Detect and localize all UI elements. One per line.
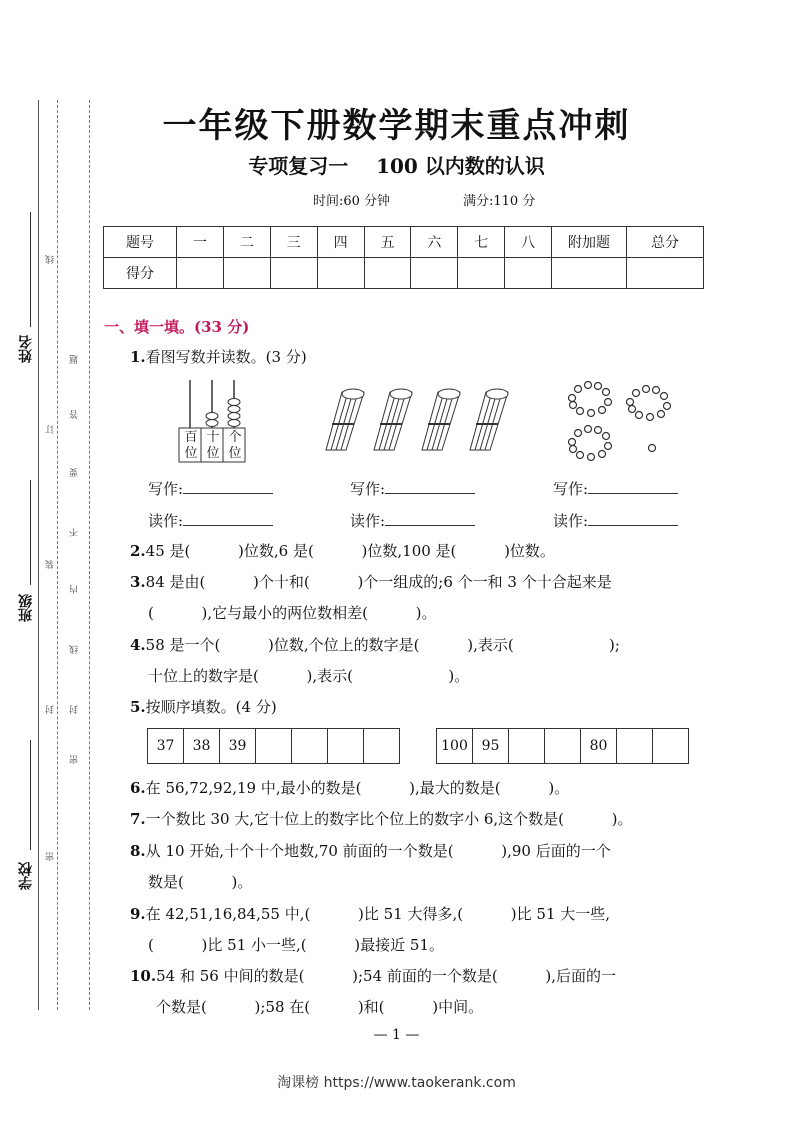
- sequence-box: 100: [437, 729, 473, 763]
- read-label: 读作:: [553, 512, 589, 530]
- question-number: 7.: [130, 810, 146, 828]
- sidebar-word: 答: [70, 410, 80, 419]
- score-input-cell[interactable]: [505, 258, 552, 289]
- sequence-box: 95: [473, 729, 509, 763]
- score-input-cell[interactable]: [627, 258, 704, 289]
- question-8-line-2: 数是( )。: [148, 873, 253, 891]
- question-text: 一个数比 30 大,它十位上的数字比个位上的数字小 6,这个数是( )。: [145, 810, 633, 828]
- score-input-cell[interactable]: [317, 258, 364, 289]
- abacus-label-hundreds: 百位: [184, 430, 198, 461]
- question-text: 在 42,51,16,84,55 中,( )比 51 大得多,( )比 51 大一些,: [145, 905, 611, 923]
- sidebar-word: 封: [70, 705, 80, 714]
- score-cell: 题号: [104, 227, 177, 258]
- bead-rings-illustration: [564, 380, 684, 472]
- abacus-label-ones: 个位: [228, 430, 242, 461]
- sequence-blank[interactable]: [364, 729, 399, 763]
- sidebar-word: 要: [70, 468, 80, 477]
- question-4: [130, 634, 620, 655]
- question-number: 9.: [130, 905, 146, 923]
- score-row-label: 得分: [104, 258, 177, 289]
- footer-watermark: 淘课榜 https://www.taokerank.com: [277, 1075, 516, 1091]
- question-text: 54 和 56 中间的数是( );54 前面的一个数是( ),后面的一: [156, 967, 617, 985]
- score-cell: 四: [317, 227, 364, 258]
- score-cell: 三: [270, 227, 317, 258]
- question-number: 4.: [130, 636, 146, 654]
- sidebar-word: 密: [46, 852, 56, 861]
- question-3-line-2: ( ),它与最小的两位数相差( )。: [148, 604, 437, 622]
- score-input-cell[interactable]: [458, 258, 505, 289]
- sequence-blank[interactable]: [509, 729, 545, 763]
- score-table-header-row: [104, 227, 704, 258]
- binding-line-dashed-1: [57, 100, 58, 1010]
- write-answer-3[interactable]: [553, 478, 678, 499]
- answer-blank[interactable]: [588, 511, 678, 526]
- question-text: 58 是一个( )位数,个位上的数字是( ),表示( );: [145, 636, 620, 654]
- school-label: 学校: [18, 862, 34, 890]
- write-label: 写作:: [350, 480, 386, 498]
- question-5: [130, 696, 277, 717]
- sequence-blank[interactable]: [292, 729, 328, 763]
- binding-line-dashed-2: [89, 100, 90, 1010]
- abacus-label-tens: 十位: [206, 430, 220, 461]
- sidebar-word: 内: [70, 585, 80, 594]
- time-limit: 时间:60 分钟: [313, 194, 391, 209]
- sequence-blank[interactable]: [545, 729, 581, 763]
- name-field-line: [30, 212, 31, 327]
- sidebar-word: 封: [46, 705, 56, 714]
- answer-blank[interactable]: [385, 511, 475, 526]
- score-input-cell[interactable]: [270, 258, 317, 289]
- question-10: [130, 965, 616, 986]
- question-9: [130, 903, 610, 924]
- sidebar-word: 线: [46, 255, 56, 264]
- sidebar-word: 密: [70, 755, 80, 764]
- question-number: 10.: [130, 967, 157, 985]
- question-text: 84 是由( )个十和( )个一组成的;6 个一和 3 个十合起来是: [145, 573, 612, 591]
- question-number: 3.: [130, 573, 146, 591]
- sidebar-word: 线: [70, 645, 80, 654]
- write-answer-1[interactable]: [148, 478, 273, 499]
- score-cell: 七: [458, 227, 505, 258]
- question-number: 1.: [130, 348, 146, 366]
- question-number: 5.: [130, 698, 146, 716]
- score-cell: 五: [364, 227, 411, 258]
- sequence-box: 37: [148, 729, 184, 763]
- score-cell: 八: [505, 227, 552, 258]
- score-cell: 二: [223, 227, 270, 258]
- read-label: 读作:: [148, 512, 184, 530]
- answer-blank[interactable]: [183, 479, 273, 494]
- stick-bundle-icon: [326, 389, 364, 450]
- score-table: [103, 226, 704, 289]
- question-number: 8.: [130, 842, 146, 860]
- sequence-box: 80: [581, 729, 617, 763]
- name-label: 姓名: [18, 335, 34, 363]
- read-answer-1[interactable]: [148, 510, 273, 531]
- question-9-line-2: ( )比 51 小一些,( )最接近 51。: [148, 936, 445, 954]
- sidebar-word: 不: [70, 528, 80, 537]
- question-text: 看图写数并读数。(3 分): [145, 348, 307, 366]
- question-text: 按顺序填数。(4 分): [145, 698, 277, 716]
- question-text: 从 10 开始,十个十个地数,70 前面的一个数是( ),90 后面的一个: [145, 842, 611, 860]
- score-cell: 附加题: [552, 227, 627, 258]
- question-1: [130, 346, 307, 367]
- page-number: — 1 —: [373, 1027, 420, 1043]
- question-2: [130, 540, 555, 561]
- question-number: 2.: [130, 542, 146, 560]
- sequence-blank[interactable]: [617, 729, 653, 763]
- write-label: 写作:: [148, 480, 184, 498]
- sidebar-word: 装: [46, 560, 56, 569]
- score-cell: 一: [177, 227, 224, 258]
- sidebar-word: 题: [70, 355, 80, 364]
- question-4-line-2: 十位上的数字是( ),表示( )。: [148, 667, 470, 685]
- full-score: 满分:110 分: [463, 194, 536, 209]
- sequence-blank[interactable]: [256, 729, 292, 763]
- question-6: [130, 777, 569, 798]
- binding-line-outer: [38, 100, 39, 1010]
- answer-blank[interactable]: [385, 479, 475, 494]
- write-answer-2[interactable]: [350, 478, 475, 499]
- sequence-box: 38: [184, 729, 220, 763]
- question-text: 在 56,72,92,19 中,最小的数是( ),最大的数是( )。: [145, 779, 570, 797]
- read-answer-3[interactable]: [553, 510, 678, 531]
- score-input-cell[interactable]: [177, 258, 224, 289]
- stick-bundles-illustration: [322, 388, 514, 454]
- question-7: [130, 808, 633, 829]
- page-title: 一年级下册数学期末重点冲刺: [162, 106, 631, 146]
- class-label: 班级: [18, 594, 34, 622]
- question-text: 45 是( )位数,6 是( )位数,100 是( )位数。: [145, 542, 555, 560]
- score-input-cell[interactable]: [411, 258, 458, 289]
- section-heading: 一、填一填。(33 分): [104, 318, 250, 336]
- page-subtitle: 专项复习一 100 以内数的认识: [248, 154, 545, 178]
- score-input-cell[interactable]: [552, 258, 627, 289]
- sequence-box: 39: [220, 729, 256, 763]
- question-number: 6.: [130, 779, 146, 797]
- answer-blank[interactable]: [588, 479, 678, 494]
- read-label: 读作:: [350, 512, 386, 530]
- sequence-blank[interactable]: [328, 729, 364, 763]
- score-input-cell[interactable]: [223, 258, 270, 289]
- answer-blank[interactable]: [183, 511, 273, 526]
- write-label: 写作:: [553, 480, 589, 498]
- sidebar-word: 订: [46, 425, 56, 434]
- number-sequence-1: [147, 728, 400, 764]
- number-sequence-2: [436, 728, 689, 764]
- sequence-blank[interactable]: [653, 729, 688, 763]
- question-8: [130, 840, 611, 861]
- score-table-score-row: [104, 258, 704, 289]
- question-10-line-2: 个数是( );58 在( )和( )中间。: [156, 998, 484, 1016]
- score-cell: 总分: [627, 227, 704, 258]
- school-field-line: [30, 740, 31, 850]
- question-3: [130, 571, 612, 592]
- score-input-cell[interactable]: [364, 258, 411, 289]
- score-cell: 六: [411, 227, 458, 258]
- read-answer-2[interactable]: [350, 510, 475, 531]
- class-field-line: [30, 480, 31, 585]
